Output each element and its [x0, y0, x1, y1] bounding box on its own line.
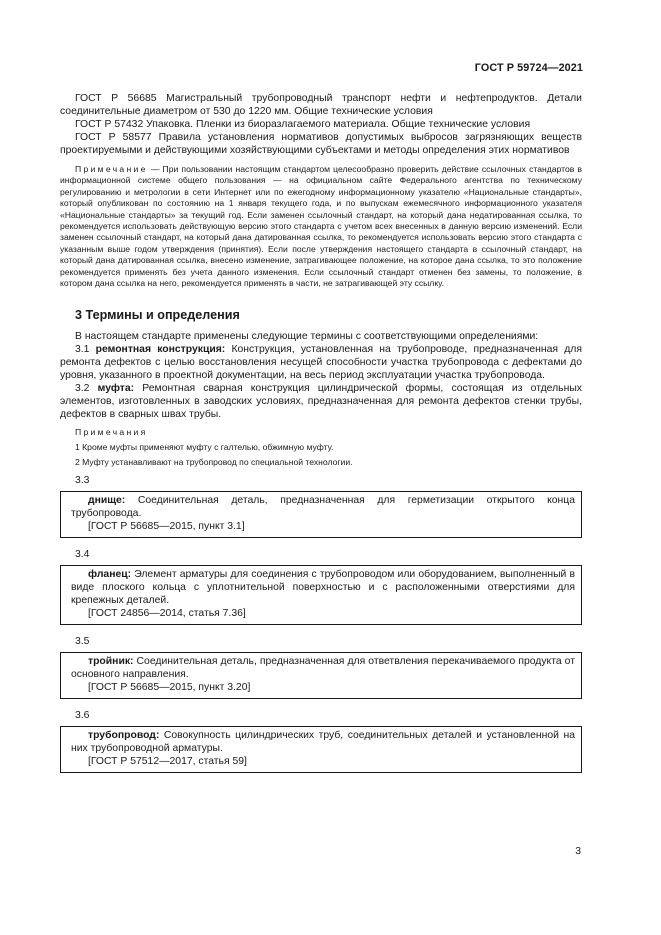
term-box-3-4 — [60, 565, 582, 625]
section-title: 3 Термины и определения — [75, 308, 240, 323]
standard-code-header: ГОСТ Р 59724—2021 — [474, 62, 583, 74]
term-number: 3.1 — [75, 344, 90, 356]
term-definition — [71, 655, 575, 681]
term-3-2 — [60, 382, 582, 421]
term-text: Соединительная деталь, предназначенная для ответвления перекачиваемого продукта от основного направления. — [71, 655, 575, 680]
term-box-3-5 — [60, 652, 582, 699]
term-text: Соединительная деталь, предназначенная для герметизации открытого конца трубопровода. — [71, 494, 575, 519]
term-source: [ГОСТ Р 57512—2017, статья 59] — [88, 755, 247, 767]
term-text: Совокупность цилиндрических труб, соединительных деталей и установленной на них трубопроводной арматуры. — [71, 729, 575, 754]
term-name: тройник: — [88, 655, 134, 667]
term-number: 3.4 — [75, 548, 90, 560]
term-number: 3.3 — [75, 474, 90, 486]
term-name: днище: — [88, 494, 126, 506]
page-number: 3 — [575, 846, 581, 857]
normative-reference: ГОСТ Р 58577 Правила установления нормативов допустимых выбросов загрязняющих веществ проектируемыми и действующими хозяйствующими субъектами и методы определения этих нормативов — [60, 132, 582, 156]
term-definition: Конструкция, установленная на трубопроводе, предназначенная для ремонта дефектов с целью восстановления несущей способности участка трубопровода с дефектами до уровня, указанного в проектной документации, на весь период эксплуатации участка трубопровода. — [60, 344, 582, 382]
note-item: 1 Кроме муфты применяют муфту с галтелью, обжимную муфту. — [75, 441, 334, 452]
term-number: 3.5 — [75, 635, 90, 647]
term-number: 3.6 — [75, 709, 90, 721]
term-source: [ГОСТ Р 56685—2015, пункт 3.20] — [88, 681, 251, 693]
note-text: — При пользовании настоящим стандартом целесообразно проверить действие ссылочных стандартов в информационной системе общего пользования — на официальном сайте Федерального агентства по техническому регулированию и метрологии в сети Интернет или по ежегодному информационному указателю «Национальные стандарты», который опубликован по состоянию на 1 января текущего года, и по выпускам ежемесячного информационного указателя «Национальные стандарты» за текущий год. Если заменен ссылочный стандарт, на который дана недатированная ссылка, то рекомендуется использовать действующую версию этого стандарта с учетом всех внесенных в данную версию изменений. Если заменен ссылочный стандарт, на который дана датированная ссылка, то рекомендуется использовать версию этого стандарта с указанным выше годом утверждения (принятия). Если после утверждения настоящего стандарта в ссылочный стандарт, на который дана датированная ссылка, внесено изменение, затрагивающее положение, на которое дана ссылка, то это положение рекомендуется применять без учета данного изменения. Если ссылочный стандарт отменен без замены, то положение, в котором дана ссылка на него, рекомендуется применять в части, не затрагивающей эту ссылку. — [60, 164, 582, 289]
term-definition — [71, 568, 575, 607]
term-name: муфта: — [97, 383, 135, 395]
term-box-3-6 — [60, 726, 582, 773]
term-name: трубопровод: — [88, 729, 160, 741]
term-name: ремонтная конструкция: — [95, 344, 226, 356]
normative-reference: ГОСТ Р 57432 Упаковка. Пленки из биоразлагаемого материала. Общие технические условия — [75, 119, 531, 130]
term-text: Элемент арматуры для соединения с трубопроводом или оборудованием, выполненный в виде плоского кольца с уплотнительной поверхностью и с расположенными отверстиями для крепежных деталей. — [71, 568, 575, 606]
term-number: 3.2 — [75, 383, 90, 395]
normative-reference: ГОСТ Р 56685 Магистральный трубопроводный транспорт нефти и нефтепродуктов. Детали соединительные диаметром от 530 до 1220 мм. Общие технические условия — [60, 93, 582, 117]
term-definition — [71, 494, 575, 520]
term-3-1 — [60, 343, 582, 382]
term-source: [ГОСТ Р 56685—2015, пункт 3.1] — [88, 520, 245, 532]
term-box-3-3 — [60, 491, 582, 538]
note-item: 2 Муфту устанавливают на трубопровод по специальной технологии. — [75, 457, 353, 468]
page-body — [60, 92, 582, 783]
reference-note — [60, 164, 582, 289]
note-label: Примечание — [75, 164, 148, 174]
term-source: [ГОСТ 24856—2014, статья 7.36] — [88, 607, 246, 619]
section-intro: В настоящем стандарте применены следующие термины с соответствующими определениями: — [75, 331, 539, 343]
term-definition: Ремонтная сварная конструкция цилиндрической формы, состоящая из отдельных элементов, изготовленных в заводских условиях, предназначенная для ремонта дефектов стенки трубы, дефектов в сварных швах трубы. — [60, 383, 582, 421]
term-definition — [71, 729, 575, 755]
term-name: фланец: — [88, 568, 132, 580]
notes-label: Примечания — [75, 427, 148, 438]
